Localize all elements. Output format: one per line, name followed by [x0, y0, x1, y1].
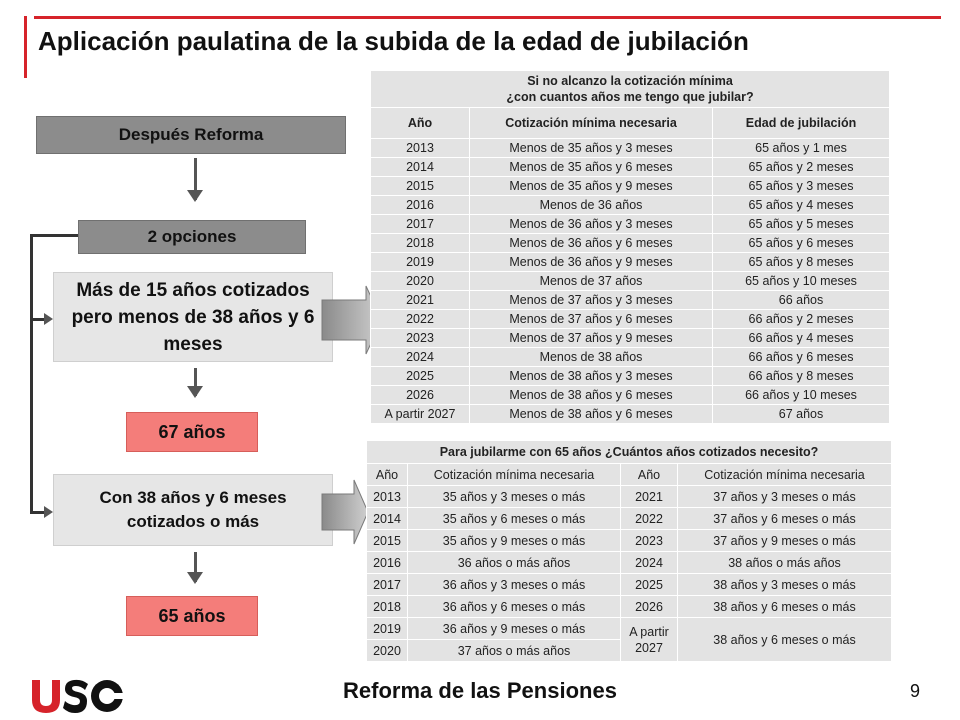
table1-cell-ano: 2022 — [371, 310, 470, 329]
table1-cell-cotizacion: Menos de 36 años y 9 meses — [470, 253, 713, 272]
table1-cell-cotizacion: Menos de 37 años — [470, 272, 713, 291]
table1-cell-edad: 67 años — [713, 405, 890, 424]
table1-cell-cotizacion: Menos de 36 años y 3 meses — [470, 215, 713, 234]
title-accent-vertical — [24, 16, 27, 78]
table1-col-ano: Año — [371, 108, 470, 139]
table1-cell-edad: 66 años y 6 meses — [713, 348, 890, 367]
table1-row — [371, 234, 890, 253]
table2-cell-cotizacion-right: 37 años y 3 meses o más — [678, 486, 892, 508]
table1-cell-cotizacion: Menos de 35 años y 9 meses — [470, 177, 713, 196]
table2-cell-ano-right: 2022 — [621, 508, 678, 530]
table2-cell-ano-left: 2020 — [367, 640, 408, 662]
dos-opciones-box: 2 opciones — [78, 220, 306, 254]
table2-cell-ano-left: 2015 — [367, 530, 408, 552]
table1-cell-ano: 2021 — [371, 291, 470, 310]
table2-cell-cotizacion-left: 36 años y 9 meses o más — [408, 618, 621, 640]
table1-heading-line2: ¿con cuantos años me tengo que jubilar? — [506, 90, 754, 104]
table1-row — [371, 291, 890, 310]
despues-reforma-box: Después Reforma — [36, 116, 346, 154]
table1-cell-edad: 65 años y 2 meses — [713, 158, 890, 177]
table2-row — [367, 486, 892, 508]
table1-row — [371, 158, 890, 177]
table2-cell-ano-left: 2014 — [367, 508, 408, 530]
table1-cell-edad: 65 años y 1 mes — [713, 139, 890, 158]
table1-row — [371, 196, 890, 215]
table2-col-cotizacion-right: Cotización mínima necesaria — [678, 464, 892, 486]
table1-cell-cotizacion: Menos de 38 años y 6 meses — [470, 405, 713, 424]
table1-cell-edad: 66 años y 8 meses — [713, 367, 890, 386]
table1-cell-edad: 66 años y 4 meses — [713, 329, 890, 348]
table1-row — [371, 329, 890, 348]
table1-row — [371, 139, 890, 158]
table1-cell-cotizacion: Menos de 35 años y 3 meses — [470, 139, 713, 158]
table1-cell-edad: 66 años — [713, 291, 890, 310]
table2-cell-ano-left: 2019 — [367, 618, 408, 640]
table2-row — [367, 596, 892, 618]
table1-cell-edad: 66 años y 2 meses — [713, 310, 890, 329]
arrow-down-3 — [194, 552, 197, 582]
table2-cell-ano-left: 2018 — [367, 596, 408, 618]
table1-cell-cotizacion: Menos de 37 años y 6 meses — [470, 310, 713, 329]
resultado-a-box: 67 años — [126, 412, 258, 452]
connector-branch-a — [30, 318, 44, 321]
table1-row — [371, 367, 890, 386]
table2-cell-ano-right: 2021 — [621, 486, 678, 508]
table1-heading — [371, 71, 890, 108]
opcion-a-box: Más de 15 años cotizados pero menos de 38 años y 6 meses — [53, 272, 333, 362]
table1-row — [371, 272, 890, 291]
table1-cell-ano: 2024 — [371, 348, 470, 367]
table1-cell-edad: 65 años y 5 meses — [713, 215, 890, 234]
table1-cell-ano: 2025 — [371, 367, 470, 386]
table2-cell-ano-left: 2017 — [367, 574, 408, 596]
table2-heading: Para jubilarme con 65 años ¿Cuántos años cotizados necesito? — [367, 441, 892, 464]
table1-cell-edad: 65 años y 8 meses — [713, 253, 890, 272]
resultado-b-box: 65 años — [126, 596, 258, 636]
table1-cell-edad: 65 años y 3 meses — [713, 177, 890, 196]
arrow-down-2 — [194, 368, 197, 396]
tabla-cotizacion-65 — [366, 440, 892, 662]
table1-cell-ano: 2019 — [371, 253, 470, 272]
table1-row — [371, 386, 890, 405]
table1-cell-ano: 2016 — [371, 196, 470, 215]
table2-col-ano-left: Año — [367, 464, 408, 486]
table1-col-cotizacion: Cotización mínima necesaria — [470, 108, 713, 139]
table2-cell-ano-right: 2025 — [621, 574, 678, 596]
table2-col-ano-right: Año — [621, 464, 678, 486]
table1-cell-ano: 2018 — [371, 234, 470, 253]
table1-cell-ano: 2013 — [371, 139, 470, 158]
table2-cell-cotizacion-left: 36 años y 6 meses o más — [408, 596, 621, 618]
table1-cell-edad: 65 años y 4 meses — [713, 196, 890, 215]
table2-col-cotizacion-left: Cotización mínima necesaria — [408, 464, 621, 486]
table2-cell-cotizacion-left: 35 años y 6 meses o más — [408, 508, 621, 530]
table2-cell-cotizacion-right: 37 años y 9 meses o más — [678, 530, 892, 552]
table1-cell-ano: 2023 — [371, 329, 470, 348]
table2-cell-cotizacion-left: 35 años y 9 meses o más — [408, 530, 621, 552]
arrow-right-b — [44, 506, 53, 518]
table1-cell-edad: 65 años y 6 meses — [713, 234, 890, 253]
table1-cell-ano: 2020 — [371, 272, 470, 291]
table2-row — [367, 574, 892, 596]
table2-cell-ano-right: 2026 — [621, 596, 678, 618]
tabla-edad-jubilacion — [370, 70, 890, 424]
table2-cell-ano-right: 2024 — [621, 552, 678, 574]
table1-cell-cotizacion: Menos de 38 años — [470, 348, 713, 367]
table2-row — [367, 530, 892, 552]
slide-title: Aplicación paulatina de la subida de la edad de jubilación — [38, 26, 749, 56]
table1-cell-ano: 2026 — [371, 386, 470, 405]
table1-row — [371, 215, 890, 234]
page-number: 9 — [909, 681, 920, 701]
table1-cell-ano: 2014 — [371, 158, 470, 177]
table1-row — [371, 405, 890, 424]
table1-row — [371, 253, 890, 272]
table2-row — [367, 618, 892, 640]
table2-row — [367, 552, 892, 574]
table2-cell-cotizacion-right: 38 años o más años — [678, 552, 892, 574]
table1-cell-cotizacion: Menos de 38 años y 3 meses — [470, 367, 713, 386]
connector-vertical — [30, 234, 33, 514]
table2-cell-cotizacion-left: 36 años y 3 meses o más — [408, 574, 621, 596]
table1-row — [371, 310, 890, 329]
title-accent-horizontal — [34, 16, 941, 19]
table1-cell-cotizacion: Menos de 38 años y 6 meses — [470, 386, 713, 405]
table1-cell-cotizacion: Menos de 36 años y 6 meses — [470, 234, 713, 253]
table2-cell-ano-left: 2016 — [367, 552, 408, 574]
table2-cell-ano-right: A partir 2027 — [621, 618, 678, 662]
table2-cell-ano-left: 2013 — [367, 486, 408, 508]
table2-row — [367, 508, 892, 530]
table1-row — [371, 177, 890, 196]
table1-cell-cotizacion: Menos de 37 años y 9 meses — [470, 329, 713, 348]
table2-cell-cotizacion-right: 38 años y 6 meses o más — [678, 596, 892, 618]
arrow-right-a — [44, 313, 53, 325]
table1-cell-cotizacion: Menos de 35 años y 6 meses — [470, 158, 713, 177]
table2-cell-cotizacion-right: 38 años y 3 meses o más — [678, 574, 892, 596]
connector-branch-b — [30, 511, 44, 514]
table2-cell-cotizacion-left: 35 años y 3 meses o más — [408, 486, 621, 508]
table1-cell-cotizacion: Menos de 37 años y 3 meses — [470, 291, 713, 310]
arrow-down-1 — [194, 158, 197, 200]
opcion-b-box: Con 38 años y 6 meses cotizados o más — [53, 474, 333, 546]
table1-cell-ano: A partir 2027 — [371, 405, 470, 424]
footer-title: Reforma de las Pensiones — [343, 678, 617, 703]
table2-cell-cotizacion-right: 37 años y 6 meses o más — [678, 508, 892, 530]
table1-cell-edad: 65 años y 10 meses — [713, 272, 890, 291]
table1-cell-cotizacion: Menos de 36 años — [470, 196, 713, 215]
block-arrow-b — [320, 476, 370, 548]
table2-cell-cotizacion-left: 36 años o más años — [408, 552, 621, 574]
table1-row — [371, 348, 890, 367]
table2-cell-cotizacion-left: 37 años o más años — [408, 640, 621, 662]
table1-cell-ano: 2017 — [371, 215, 470, 234]
table2-cell-ano-right: 2023 — [621, 530, 678, 552]
table1-col-edad: Edad de jubilación — [713, 108, 890, 139]
table2-cell-cotizacion-right: 38 años y 6 meses o más — [678, 618, 892, 662]
table1-cell-ano: 2015 — [371, 177, 470, 196]
connector-top — [30, 234, 78, 237]
table1-heading-line1: Si no alcanzo la cotización mínima — [527, 74, 733, 88]
table1-cell-edad: 66 años y 10 meses — [713, 386, 890, 405]
